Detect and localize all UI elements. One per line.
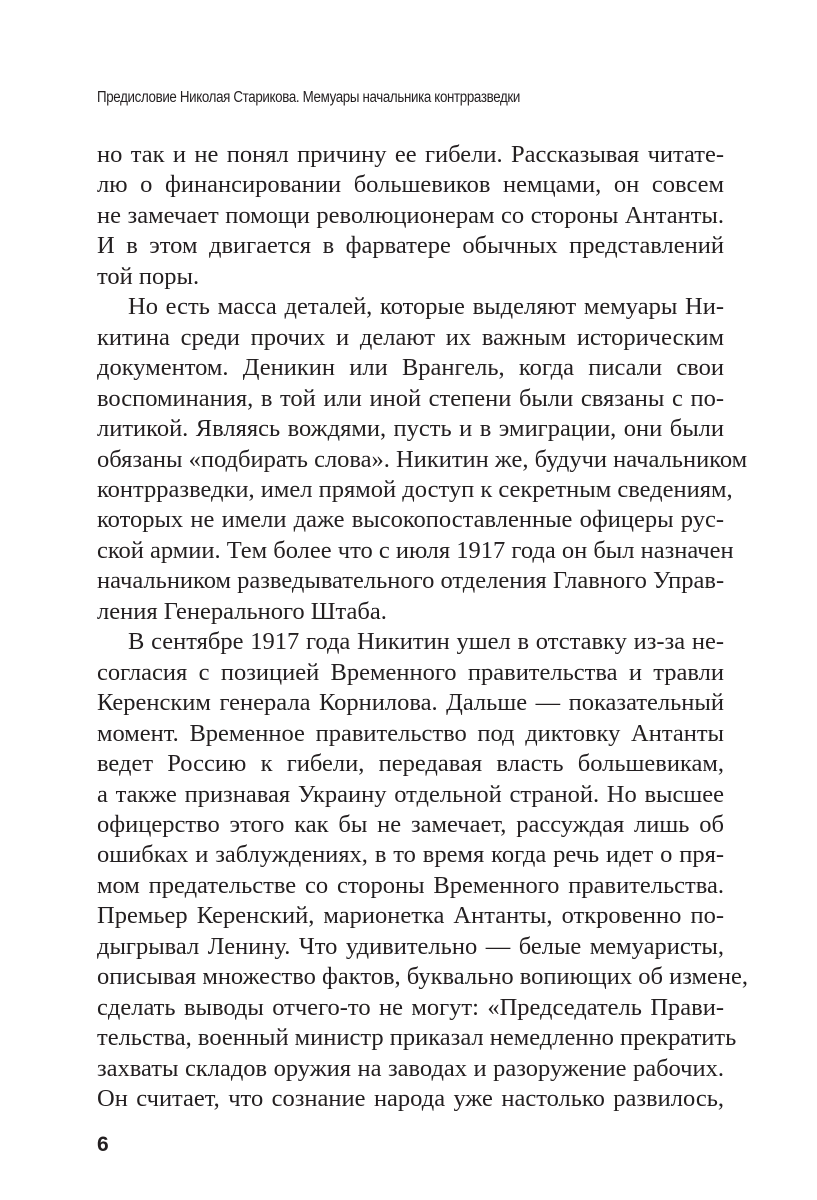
text-line: тельства, военный министр приказал немедленно прекратить	[97, 1024, 737, 1052]
text-line: согласия с позицией Временного правительства и травли	[97, 658, 724, 686]
text-line: В сентябре 1917 года Никитин ушел в отставку из-за не-	[128, 628, 724, 656]
text-line: лю о финансировании большевиков немцами, он совсем	[97, 171, 724, 199]
text-line: обязаны «подбирать слова». Никитин же, будучи начальником	[97, 445, 748, 473]
text-line: той поры.	[97, 262, 200, 290]
text-line: дыгрывал Ленину. Что удивительно — белые мемуаристы,	[97, 932, 724, 960]
text-line: литикой. Являясь вождями, пусть и в эмиграции, они были	[97, 415, 724, 443]
text-line: Но есть масса деталей, которые выделяют мемуары Ни-	[128, 293, 724, 321]
paragraph	[97, 627, 749, 1114]
text-line: китина среди прочих и делают их важным историческим	[97, 323, 724, 351]
text-line: не замечает помощи революционерам со стороны Антанты.	[97, 201, 724, 229]
text-line: мом предательстве со стороны Временного правительства.	[97, 871, 724, 899]
text-line: воспоминания, в той или иной степени были связаны с по-	[97, 384, 724, 412]
text-line: Керенским генерала Корнилова. Дальше — показательный	[97, 689, 724, 717]
text-line: момент. Временное правительство под диктовку Антанты	[97, 719, 724, 747]
text-line: начальником разведывательного отделения Главного Управ-	[97, 567, 725, 595]
paragraph	[97, 292, 748, 627]
text-line: которых не имели даже высокопоставленные офицеры рус-	[97, 506, 724, 534]
running-header: Предисловие Николая Старикова. Мемуары начальника контрразведки	[97, 89, 521, 106]
text-line: Он считает, что сознание народа уже настолько развилось,	[97, 1085, 724, 1113]
page-body	[97, 140, 749, 1115]
text-line: а также признавая Украину отдельной страной. Но высшее	[97, 780, 724, 808]
text-line: ской армии. Тем более что с июля 1917 года он был назначен	[97, 536, 734, 564]
text-line: но так и не понял причину ее гибели. Рассказывая читате-	[97, 141, 724, 168]
text-line: захваты складов оружия на заводах и разоружение рабочих.	[97, 1054, 724, 1082]
text-line: И в этом двигается в фарватере обычных представлений	[97, 232, 724, 260]
text-line: ошибках и заблуждениях, в то время когда речь идет о пря-	[97, 841, 724, 869]
text-line: офицерство этого как бы не замечает, рассуждая лишь об	[97, 810, 724, 838]
text-line: ведет Россию к гибели, передавая власть большевикам,	[97, 750, 724, 778]
text-line: ления Генерального Штаба.	[97, 597, 387, 625]
text-line: сделать выводы отчего-то не могут: «Председатель Прави-	[97, 993, 724, 1021]
text-line: описывая множество фактов, буквально вопиющих об измене,	[97, 963, 749, 991]
page-number: 6	[97, 1133, 109, 1156]
paragraph	[97, 140, 724, 292]
text-line: документом. Деникин или Врангель, когда писали свои	[97, 354, 724, 382]
text-line: Премьер Керенский, марионетка Антанты, откровенно по-	[97, 902, 724, 930]
text-line: контрразведки, имел прямой доступ к секретным сведениям,	[97, 475, 733, 503]
